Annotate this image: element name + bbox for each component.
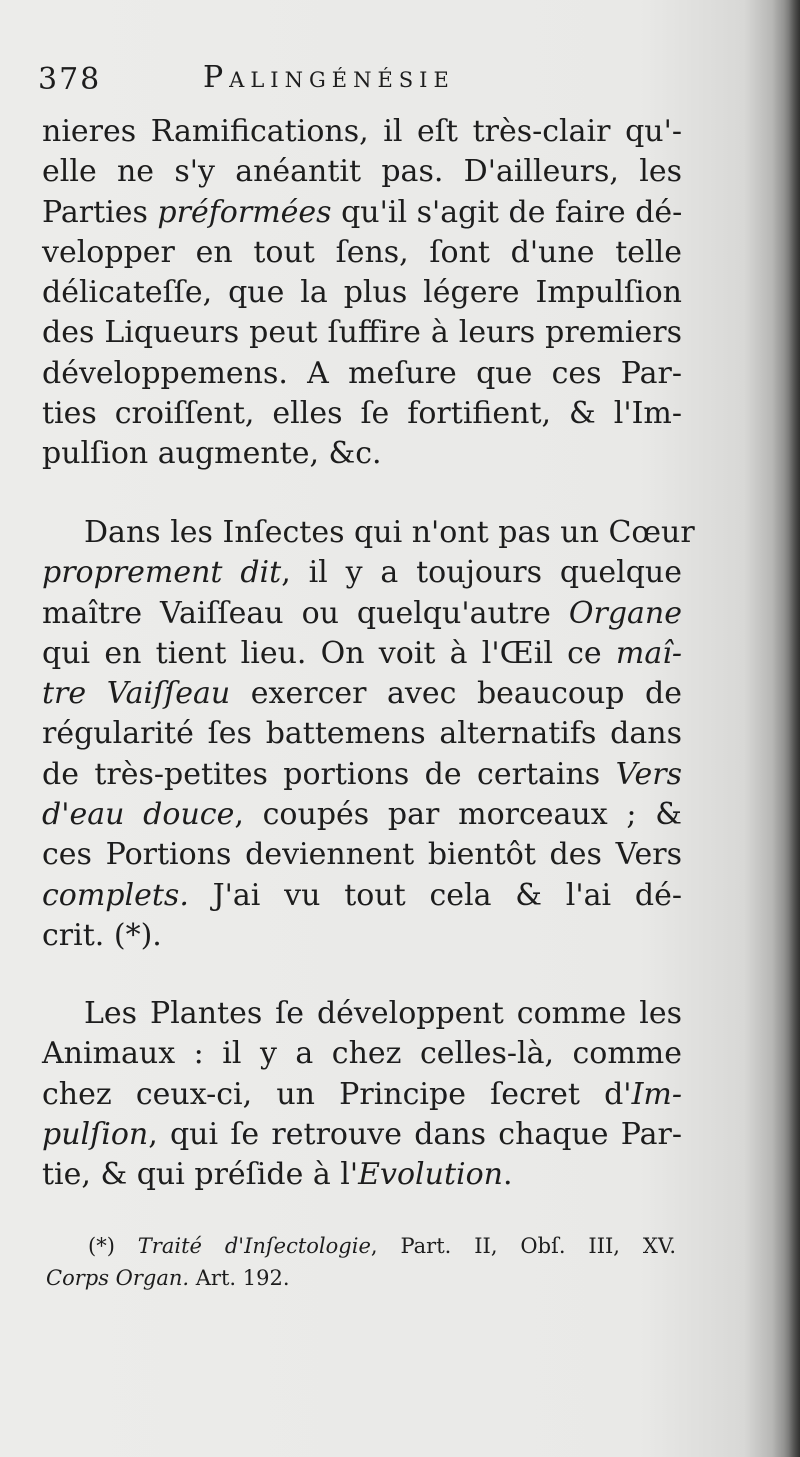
text-line: tie, & qui préſide à l'Evolution. — [42, 1157, 513, 1193]
text-line: d'eau douce, coupés par morceaux ; & — [42, 797, 683, 833]
italic-text: Evolution — [358, 1157, 503, 1193]
text-line: elle ne s'y anéantit pas. D'ailleurs, les — [42, 154, 682, 190]
paragraph-3 — [42, 994, 682, 1195]
text-line: ties croiſſent, elles ſe fortifient, & l'Im- — [42, 396, 682, 432]
text-line: qui en tient lieu. On voit à l'Œil ce maî- — [42, 635, 682, 671]
text-line: velopper en tout ſens, ſont d'une telle — [42, 234, 682, 270]
paragraph-1 — [42, 112, 682, 475]
text-line: de très-petites portions de certains Vers — [42, 756, 682, 792]
italic-text: Traité d'Inſectologie — [137, 1234, 371, 1258]
paragraph-2 — [42, 513, 695, 956]
italic-text: pulſion — [42, 1116, 149, 1152]
footnote — [46, 1230, 676, 1294]
text-line: tre Vaiſſeau exercer avec beaucoup de — [42, 676, 683, 712]
italic-text: Corps Organ. — [46, 1266, 190, 1290]
running-header — [38, 58, 678, 102]
text-line: délicateſſe, que la plus légere Impulſion — [42, 275, 682, 311]
text-line: développemens. A meſure que ces Par- — [42, 355, 682, 391]
text-line: Corps Organ. Art. 192. — [46, 1266, 290, 1290]
italic-text: maî- — [615, 635, 682, 671]
text-line: complets. J'ai vu tout cela & l'ai dé- — [42, 877, 682, 913]
text-line: Les Plantes ſe développent comme les — [84, 996, 682, 1031]
text-line: pulſion, qui ſe retrouve dans chaque Par- — [42, 1116, 682, 1152]
text-line: Parties préformées qu'il s'agit de faire dé- — [42, 194, 683, 230]
italic-text: préformées — [157, 194, 332, 230]
page-number: 378 — [38, 62, 102, 97]
italic-text: tre Vaiſſeau — [42, 676, 231, 712]
italic-text: proprement dit — [42, 555, 282, 591]
text-line: pulſion augmente, &c. — [42, 436, 382, 472]
italic-text: Organe — [568, 595, 682, 631]
text-line: des Liqueurs peut ſuffire à leurs premiers — [42, 315, 682, 351]
text-line: ces Portions deviennent bientôt des Vers — [42, 837, 682, 873]
italic-text: Im- — [631, 1076, 682, 1112]
page-gutter-shadow — [772, 0, 800, 1457]
text-line: proprement dit, il y a toujours quelque — [42, 555, 682, 591]
running-title: Palingénésie — [203, 60, 455, 95]
text-line: (*) Traité d'Inſectologie, Part. II, Obſ. III, XV. — [88, 1234, 677, 1258]
text-line: nieres Ramifications, il eſt très-clair qu'- — [42, 114, 682, 149]
text-line: crit. (*). — [42, 917, 162, 953]
text-line: Dans les Inſectes qui n'ont pas un Cœur — [84, 515, 695, 550]
italic-text: Vers — [615, 756, 682, 792]
italic-text: d'eau douce — [42, 797, 235, 833]
text-line: Animaux : il y a chez celles-là, comme — [42, 1036, 682, 1072]
text-line: maître Vaiſſeau ou quelqu'autre Organe — [42, 595, 682, 631]
text-line: régularité ſes battemens alternatifs dans — [42, 716, 682, 752]
text-line: chez ceux-ci, un Principe ſecret d'Im- — [42, 1076, 682, 1112]
italic-text: complets. — [42, 877, 189, 913]
